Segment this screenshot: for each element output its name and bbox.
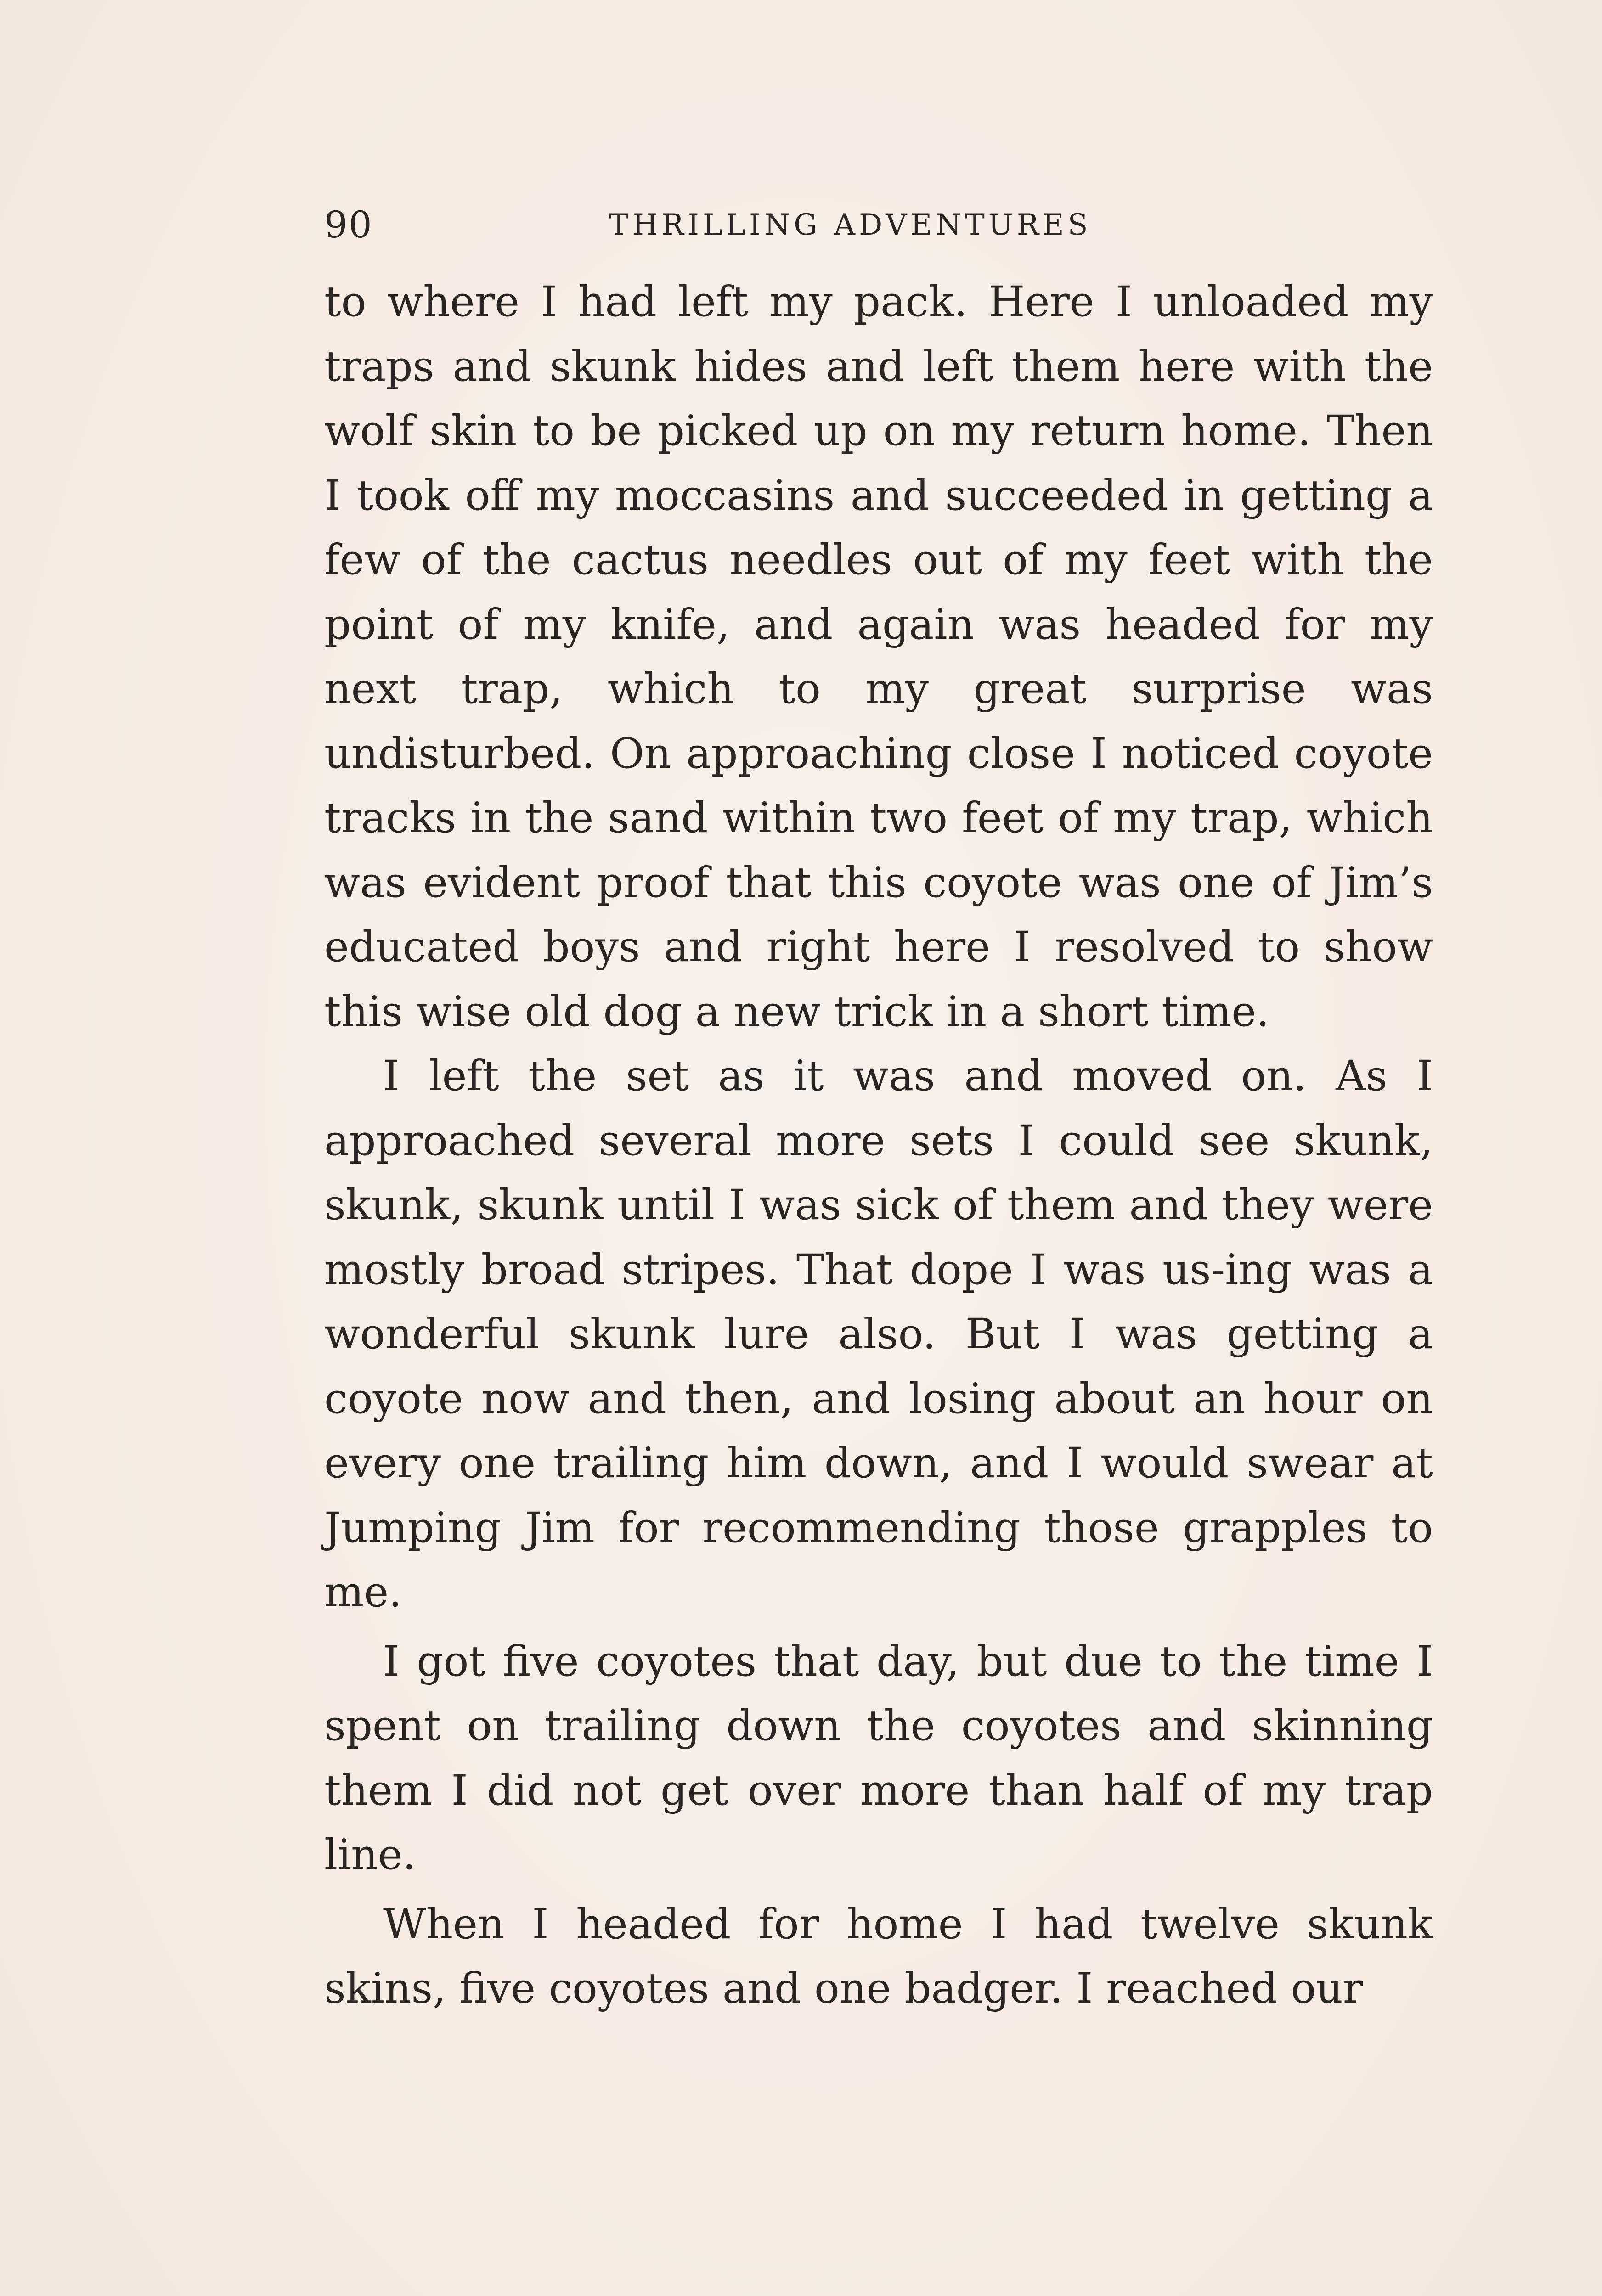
body-text (324, 270, 1433, 2021)
paragraph-4: When I headed for home I had twelve skunk skins, five coyotes and one badger. I reached our (324, 1900, 1433, 2013)
page-header (324, 197, 1436, 253)
paragraph-3: I got five coyotes that day, but due to the time I spent on trailing down the coyotes and skinning them I did not get over more than half of my trap line. (324, 1637, 1433, 1879)
paragraph-2: I left the set as it was and moved on. As I approached several more sets I could see skunk, skunk, skunk until I was sick of them and they were mostly broad stripes. That dope I was us-ing was a wonderful skunk lure also. But I was getting a coyote now and then, and losing about an hour on every one trailing him down, and I would swear at Jumping Jim for recommending those grapples to me. (324, 1052, 1433, 1616)
running-head: THRILLING ADVENTURES (609, 208, 1092, 242)
page-number: 90 (324, 203, 373, 246)
paragraph-1: to where I had left my pack. Here I unloaded my traps and skunk hides and left them here with the wolf skin to be picked up on my return home. Then I took off my moccasins and succeeded in getting a few of the cactus needles out of my feet with the point of my knife, and again was headed for my next trap, which to my great surprise was undisturbed. On approaching close I noticed coyote tracks in the sand within two feet of my trap, which was evident proof that this coyote was one of Jim’s educated boys and right here I resolved to show this wise old dog a new trick in a short time. (324, 278, 1433, 1036)
